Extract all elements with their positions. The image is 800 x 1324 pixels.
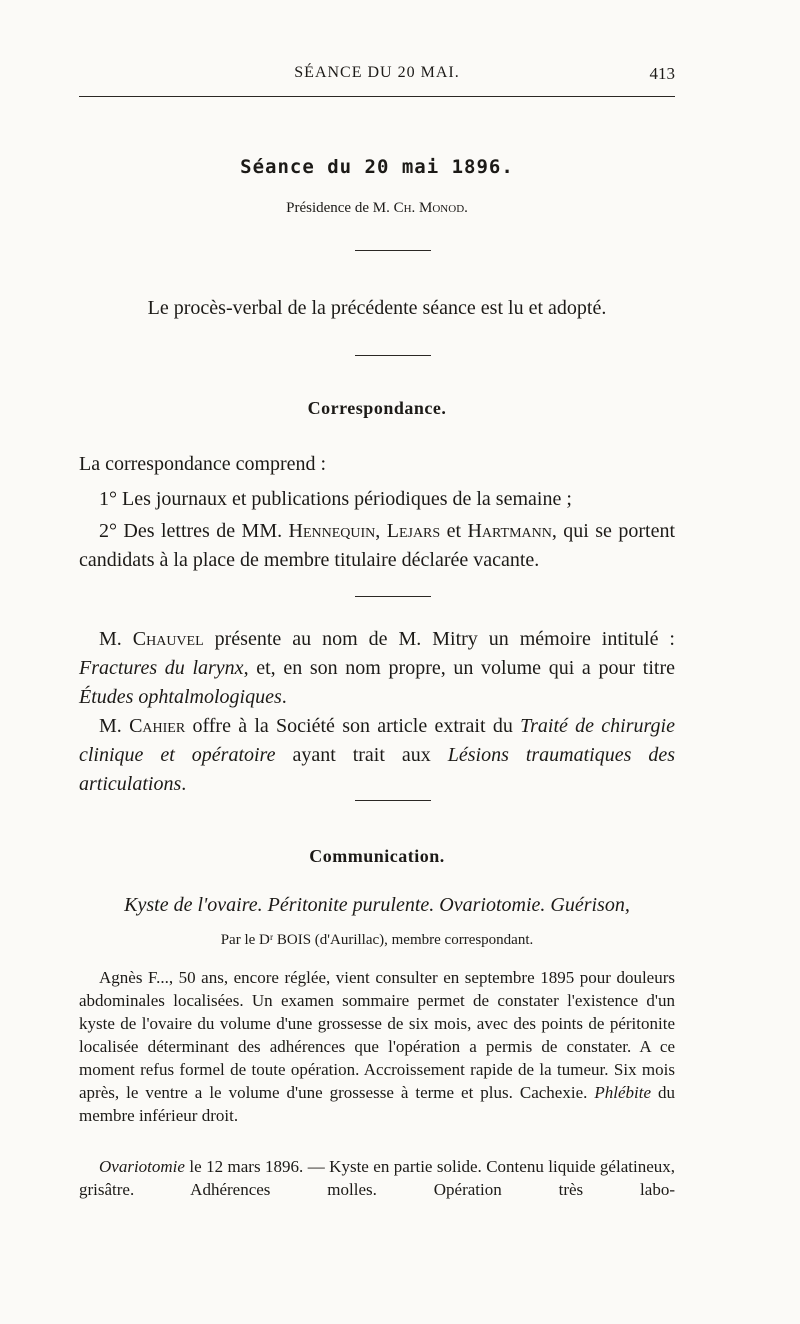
divider-rule bbox=[355, 800, 431, 801]
session-title: Séance du 20 mai 1896. bbox=[240, 156, 514, 178]
cahier-title-1: Traité de chirurgie clinique et opératoire bbox=[79, 715, 675, 766]
item2-suffix: , qui se portent candidats à la place de membre titulaire déclarée vacante. bbox=[79, 520, 675, 571]
case-paragraph-2 bbox=[79, 1155, 675, 1201]
page-number: 413 bbox=[649, 64, 675, 83]
case-paragraph-1 bbox=[79, 966, 675, 1127]
correspondance-intro: La correspondance comprend : bbox=[79, 453, 327, 475]
header-rule bbox=[79, 96, 675, 97]
running-title: SÉANCE DU 20 MAI. bbox=[294, 64, 460, 81]
presidence-suffix: . bbox=[464, 200, 468, 216]
cahier-prefix: M. bbox=[99, 715, 130, 737]
presidence-line bbox=[79, 200, 675, 217]
case-text-2: le 12 mars 1896. — Kyste en partie solide. Contenu liquide gélatineux, grisâtre. Adhérences molles. Opération très labo- bbox=[79, 1157, 675, 1199]
cahier-text-1: offre à la Société son article extrait du bbox=[185, 715, 521, 737]
communication-heading: Communication. bbox=[309, 846, 445, 866]
chauvel-name: Chauvel bbox=[132, 628, 204, 650]
cahier-text-2: ayant trait aux bbox=[275, 744, 448, 766]
chauvel-title-2: Études ophtalmologiques bbox=[79, 686, 282, 708]
item2-prefix: 2° Des lettres de MM. bbox=[99, 520, 289, 542]
divider-rule bbox=[355, 355, 431, 356]
chauvel-text-3: . bbox=[281, 686, 287, 708]
chauvel-title-1: Fractures du larynx bbox=[79, 657, 244, 679]
case-text-1-end: du membre inférieur droit. bbox=[79, 1083, 675, 1125]
phlebite-term: Phlébite bbox=[594, 1083, 652, 1102]
presidence-prefix: Présidence de M. bbox=[286, 200, 394, 216]
ovariotomie-term: Ovariotomie bbox=[99, 1157, 185, 1176]
chauvel-text-1: présente au nom de M. Mitry un mémoire intitulé : bbox=[203, 628, 675, 650]
item2-sep2: et bbox=[440, 520, 468, 542]
chauvel-prefix: M. bbox=[99, 628, 133, 650]
communication-author: Par le Dʳ BOIS (d'Aurillac), membre correspondant. bbox=[220, 932, 534, 948]
candidate-hennequin: Hennequin bbox=[288, 520, 376, 542]
cahier-title-2: Lésions traumatiques des articulations bbox=[79, 744, 675, 795]
running-head bbox=[79, 64, 675, 88]
item2-sep1: , bbox=[375, 520, 387, 542]
cahier-paragraph bbox=[79, 712, 675, 799]
chauvel-text-2: , et, en son nom propre, un volume qui a pour titre bbox=[243, 657, 675, 679]
minutes-paragraph: Le procès-verbal de la précédente séance est lu et adopté. bbox=[147, 297, 607, 319]
communication-title: Kyste de l'ovaire. Péritonite purulente. Ovariotomie. Guérison, bbox=[124, 894, 630, 916]
cahier-name: Cahier bbox=[129, 715, 186, 737]
correspondance-heading: Correspondance. bbox=[307, 398, 447, 418]
cahier-text-3: . bbox=[181, 773, 187, 795]
correspondance-item-2 bbox=[79, 517, 675, 575]
correspondance-item-1: 1° Les journaux et publications périodiques de la semaine ; bbox=[99, 488, 572, 510]
divider-rule bbox=[355, 250, 431, 251]
president-name: Ch. Monod bbox=[393, 200, 465, 216]
candidate-hartmann: Hartmann bbox=[467, 520, 552, 542]
candidate-lejars: Lejars bbox=[386, 520, 441, 542]
divider-rule bbox=[355, 596, 431, 597]
case-text-1: Agnès F..., 50 ans, encore réglée, vient consulter en septembre 1895 pour douleurs abdominales localisées. Un examen sommaire permet de constater l'existence d'un kyste de l'ovaire du volume d'une grossesse de six mois, avec des points de péritonite localisée déterminant des adhérences que l'opération a permis de constater. A ce moment refus formel de toute opération. Accroissement rapide de la tumeur. Six mois après, le ventre a le volume d'une grossesse à terme et plus. Cachexie. bbox=[79, 968, 675, 1102]
chauvel-paragraph bbox=[79, 625, 675, 712]
